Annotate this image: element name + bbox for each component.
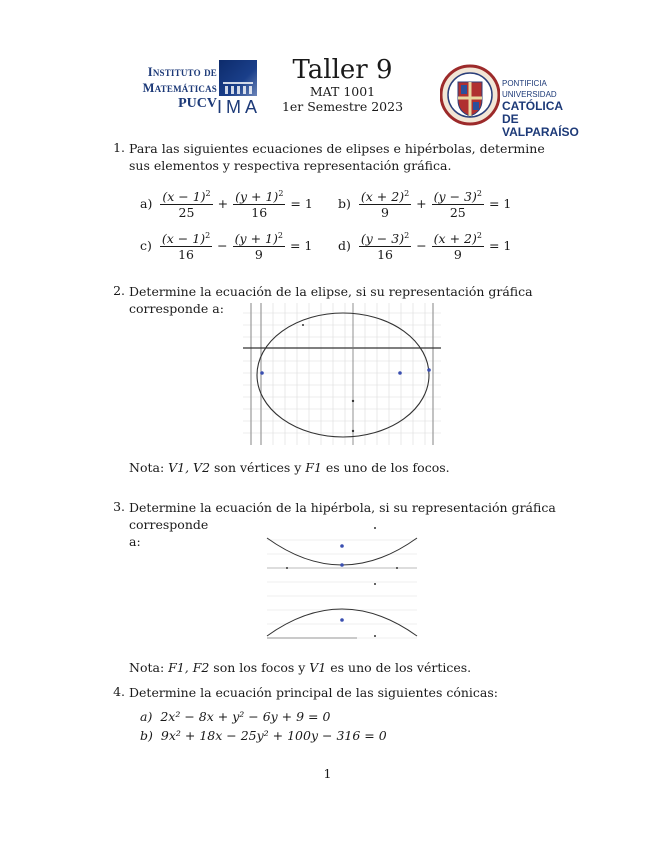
problem-4-text: Determine la ecuación principal de las siguientes cónicas:	[129, 685, 498, 700]
page-title: Taller 9	[292, 55, 393, 85]
ellipse-graph	[243, 303, 441, 445]
problem-1-number: 1.	[113, 140, 125, 155]
equation-1c: c) $\frac{(x - 1)^2}{16}$ − $\frac{(y + 1)^2}{9}$ = 1	[140, 228, 315, 262]
problem-2-note: Nota: V1, V2 son vértices y F1 es uno de los focos.	[129, 460, 450, 475]
institute-brand: IMA	[217, 97, 262, 117]
problem-2-text: Determine la ecuación de la elipse, si su representación gráfica corresponde a:	[129, 284, 533, 316]
semester: 1er Semestre 2023	[281, 99, 404, 114]
university-name-line2: UNIVERSIDAD	[502, 90, 557, 99]
university-name-line3: CATÓLICA DE	[502, 99, 563, 126]
institute-name-line2: Matemáticas	[142, 81, 217, 95]
problem-3-number: 3.	[113, 499, 125, 514]
equation-1d: d) $\frac{(y - 3)^2}{16}$ − $\frac{(x + 2)^2}{9}$ = 1	[338, 228, 514, 262]
equation-4b: b) 9x² + 18x − 25y² + 100y − 316 = 0	[140, 728, 387, 743]
equation-1a: a) $\frac{(x - 1)^2}{25}$ + $\frac{(y + 1)^2}{16}$ = 1	[140, 186, 316, 220]
course-code: MAT 1001	[309, 84, 376, 99]
institute-logo-block	[219, 60, 257, 96]
problem-1-text: Para las siguientes ecuaciones de elipses e hipérbolas, determine sus elementos y respectiva representación gráfica.	[129, 141, 545, 173]
problem-3-text: Determine la ecuación de la hipérbola, si su representación gráfica corresponde a:	[129, 500, 556, 549]
equation-4a: a) 2x² − 8x + y² − 6y + 9 = 0	[140, 709, 331, 724]
institute-name-line3: PUCV	[178, 96, 217, 111]
building-icon	[219, 60, 257, 96]
problem-3-note: Nota: F1, F2 son los focos y V1 es uno de los vértices.	[129, 660, 472, 675]
document-header	[280, 56, 405, 114]
page-number: 1	[323, 766, 332, 781]
equation-1b: b) $\frac{(x + 2)^2}{9}$ + $\frac{(y - 3)^2}{25}$ = 1	[338, 186, 514, 220]
university-name-line1: PONTIFICIA	[502, 79, 547, 88]
institute-logo	[133, 60, 263, 120]
university-name-line4: VALPARAÍSO	[502, 125, 579, 139]
university-seal-icon	[440, 62, 500, 128]
university-logo	[440, 62, 580, 139]
institute-name-line1: Instituto de	[147, 65, 217, 79]
hyperbola-graph	[262, 526, 422, 646]
problem-2-number: 2.	[113, 283, 125, 298]
problem-4-number: 4.	[113, 684, 125, 699]
